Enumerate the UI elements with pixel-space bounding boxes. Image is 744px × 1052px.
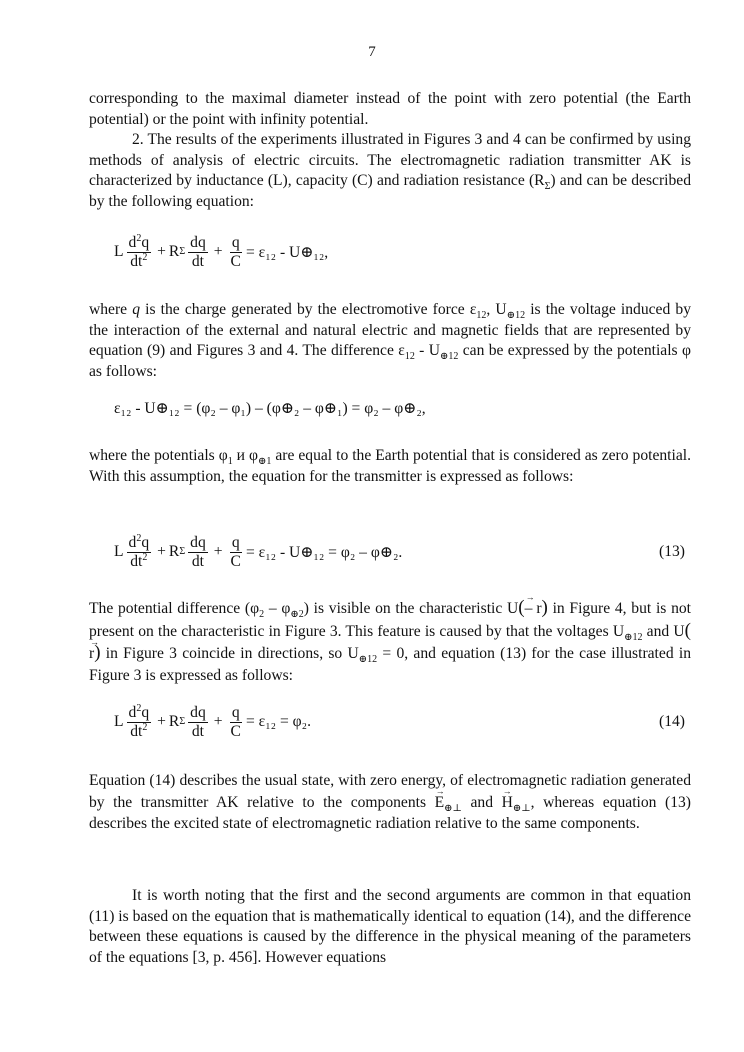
t: - U [414,342,440,359]
dt: dt [130,552,143,570]
dt: dt [191,252,205,270]
eq-rhs: = ε₁₂ = φ₂. [245,713,311,730]
q: q [231,703,240,721]
q: q [141,233,150,251]
dt: dt [191,552,205,570]
subscript: ⊕⊥ [512,802,531,814]
subscript: ⊕12 [358,654,378,666]
subscript: ⊕⊥ [444,802,462,814]
fraction-q-C [229,234,243,271]
eq-rhs: = ε₁₂ - U⊕₁₂ = φ₂ – φ⊕₂. [245,543,403,561]
plus: + [157,243,166,260]
dq: dq [190,703,206,721]
t: in Figure 3 coincide in directions, so U [100,645,359,662]
eq-L: L [114,543,124,560]
q: q [231,533,240,551]
q: q [141,533,150,551]
C: C [230,552,241,570]
paragraph-2-text: 2. The results of the experiments illustrated in Figures 3 and 4 can be confirmed by using methods of analysis of electric circuits. The electromagnetic radiation transmitter AK is characterized by inductance (L), capacity (C) and radiation resistance (R [89,131,691,189]
subscript: 1 [227,456,233,468]
eq-R: R [168,543,180,560]
d: d [128,533,137,551]
equation-14: L $\frac{d^2q}{dt^2}$ + R Σ $\frac{dq}{dt}$ + $\frac{q}{C}$ = ε₁₂ = φ₂. (14) [114,702,685,740]
fraction-dq-dt [188,234,208,271]
subscript: 2 [259,609,265,621]
dt: dt [130,722,143,740]
fraction-d2q-dt2 [127,234,152,271]
plus: + [213,243,223,260]
paragraph-5: The potential difference $(\varphi_2 - \varphi_{\oplus 2})$ is visible on the characteristic U(→ – r) in Figure 4, but is not present on the characteristic in Figure 3. This feature is caused by that the voltages $U_{\oplus 12}$ and U(→ r) in Figure 3 coincide in directions, so $U_{\oplus 12} = 0$, and equation (13) for the case illustrated in Figure 3 is expressed as follows: [89,597,691,686]
fraction-dq-dt [188,704,208,741]
fraction-dq-dt [188,534,208,571]
equation-potentials [114,393,691,423]
subscript: 12 [476,310,487,322]
t: и φ [232,447,258,464]
vector-r: → – r [525,598,542,620]
U: U [673,622,685,640]
t: is the voltage induced by the interaction of the external and natural electric and magnetic fields that are represented by equation (9) and Figures 3 and 4. The difference ε [89,301,691,359]
equation-circuit: L $\frac{d^2q}{dt^2}$ + R Σ $\frac{dq}{dt}$ + $\frac{q}{C}$ = ε₁₂ - U⊕₁₂, [114,232,329,270]
sup: 2 [136,702,142,714]
t: , U [486,301,507,318]
subscript: ⊕12 [624,631,643,643]
eq-R: R [168,243,180,260]
fraction-d2q-dt2 [127,534,152,571]
t: = 0, and equation (13) for the case illustrated in Figure 3 is expressed as follows: [89,645,692,684]
plus: + [157,543,166,560]
paragraph-6 [89,770,691,835]
t: can be expressed by the potentials φ as follows: [89,342,691,380]
t: is the charge generated by the electromotive force ε [140,301,477,318]
eq-L: L [114,243,124,260]
t: and [470,793,502,811]
paragraph-7: It is worth noting that the first and the second arguments are common in that equation (11) is based on the equation that is mathematically identical to equation (14), and the difference between these equations is caused by the difference in the physical meaning of the parameters of the equations [3, p. 456]. However equations [89,887,691,966]
paragraph-3 [89,300,691,382]
eq-text: ε₁₂ - U⊕₁₂ = (φ₂ – φ₁) – (φ⊕₂ – φ⊕₁) = φ₂ – φ⊕₂, [114,399,426,417]
sup: 2 [142,251,148,263]
paragraph-2 [89,130,691,212]
sup: 2 [136,232,142,244]
subscript: ⊕12 [506,310,526,322]
fraction-q-C [229,534,243,571]
C: C [230,722,241,740]
t: , whereas equation (13) describes the excited state of electromagnetic radiation relative to the same components. [89,793,691,832]
dq: dq [190,533,206,551]
paragraph-2-tail: ) and can be described by the following equation: [89,172,691,210]
subscript: 12 [404,351,415,363]
dq: dq [190,233,206,251]
sup: 2 [142,551,148,563]
sup: 2 [142,721,148,733]
U: U [507,600,519,617]
vector-H: → H [502,792,513,814]
equation-13: L $\frac{d^2q}{dt^2}$ + R Σ $\frac{dq}{dt}$ + $\frac{q}{C}$ = ε₁₂ - U⊕₁₂ = φ₂ – φ⊕₂. (13) [114,532,685,570]
equation-number: (14) [659,713,685,730]
t: and [642,622,674,640]
paragraph-1: corresponding to the maximal diameter instead of the point with zero potential (the Earth potential) or the point with infinity potential. [89,90,691,128]
fraction-d2q-dt2 [127,704,152,741]
eq-R: R [168,713,180,730]
page-number: 7 [368,44,376,60]
C: C [230,252,241,270]
plus: + [157,713,166,730]
d: d [128,233,137,251]
eq-rhs: = ε₁₂ - U⊕₁₂, [245,243,329,261]
t: – φ [264,600,291,617]
sup: 2 [136,532,142,544]
d: d [128,703,137,721]
t: where [89,301,133,318]
vector-r: → r [89,643,94,665]
subscript: ⊕2 [290,609,304,621]
q: q [231,233,240,251]
subscript: Σ [544,181,551,193]
subscript: ⊕12 [439,351,459,363]
t: Equation (14) describes the usual state, with zero energy, of electromagnetic radiation generated by the transmitter AK relative to the components [89,772,691,811]
plus: + [213,713,223,730]
t: q [132,301,141,318]
vector-E: → E [435,792,445,814]
t: are equal to the Earth potential that is considered as zero potential. With this assumption, the equation for the transmitter is expressed as follows: [89,447,691,485]
dt: dt [130,252,143,270]
t: where the potentials φ [89,447,228,464]
equation-number: (13) [659,543,685,560]
dt: dt [191,722,205,740]
t: The potential difference (φ [89,600,260,617]
eq-L: L [114,713,124,730]
paragraph-4 [89,446,691,487]
t: ) is visible on the characteristic [303,600,508,617]
plus: + [213,543,223,560]
fraction-q-C [229,704,243,741]
subscript: ⊕1 [258,456,272,468]
q: q [141,703,150,721]
t: in Figure 4, but is not present on the characteristic in Figure 3. This feature is caused by that the voltages U [89,600,691,640]
